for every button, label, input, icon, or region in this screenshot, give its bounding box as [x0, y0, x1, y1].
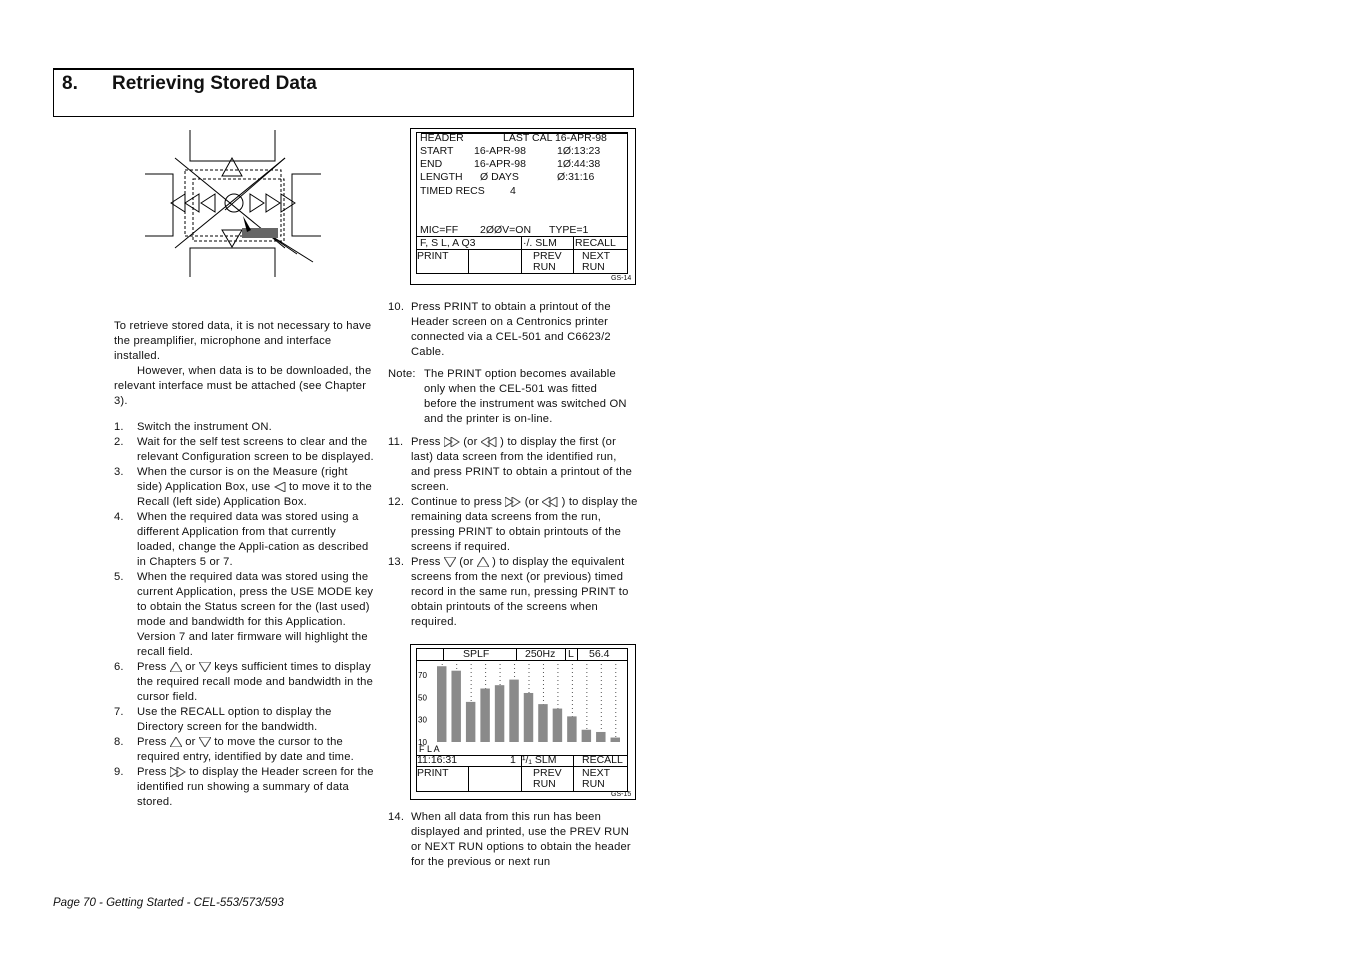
- down-arrow-key-icon: [444, 557, 456, 567]
- spectrum-screen: SPLF 250Hz L 56.4 70 50 30 10 F L A 11:16:31 1 ¹/₁ SLM RECALL PRINT PREV RUN NEXT RUN GS-15: [410, 644, 636, 800]
- screen-title: HEADER: [420, 132, 464, 144]
- y-tick-label: 10: [418, 738, 427, 747]
- left-arrow-key-icon: [274, 482, 286, 492]
- spectrum-bar: [524, 693, 533, 742]
- spectrum-bar: [567, 716, 576, 742]
- double-left-key-icon: [542, 497, 558, 507]
- double-right-key-icon: [170, 767, 186, 777]
- note: Note: The PRINT option becomes available only when the CEL-501 was fitted before the instrument was switched ON and the printer is on-line.: [388, 368, 627, 425]
- spectrum-bar: [480, 689, 489, 742]
- intro-paragraph: [114, 319, 374, 409]
- spectrum-bar: [451, 671, 460, 742]
- spectrum-chart: [417, 662, 627, 754]
- weighting-label: F L A: [419, 744, 440, 754]
- spectrum-bar: [596, 732, 605, 742]
- double-left-key-icon: [481, 437, 497, 447]
- double-right-key-icon: [444, 437, 460, 447]
- figure-label: GS-14: [611, 275, 632, 282]
- page-footer: Page 70 - Getting Started - CEL-553/573/593: [53, 897, 284, 909]
- list-item: 6. Press or keys sufficient times to display the required recall mode and bandwidth in the cursor field.: [114, 661, 374, 703]
- prev-run-softkey: PREV RUN: [533, 767, 562, 790]
- double-right-key-icon: [505, 497, 521, 507]
- steps-left-list: [114, 420, 374, 810]
- keypad-diagram: [145, 130, 325, 278]
- list-item: 4. When the required data was stored using a different Application from that currently loaded, change the Appli-cation as described in Chapters 5 or 7.: [114, 511, 369, 568]
- down-arrow-key-icon: [199, 662, 211, 672]
- list-item: 1. Switch the instrument ON.: [114, 421, 272, 433]
- list-item: 8. Press or to move the cursor to the required entry, identified by date and time.: [114, 736, 354, 763]
- figure-label: GS-15: [611, 791, 632, 798]
- y-tick-label: 70: [418, 671, 427, 681]
- list-item: 13. Press (or ) to display the equivalent screens from the next (or previous) timed record in the same run, pressing PRINT to obtain printouts of the screens when required.: [388, 556, 629, 628]
- intro-text-2: However, when data is to be downloaded, the relevant interface must be attached (see Chapter 3).: [114, 365, 372, 407]
- header-screen: HEADER LAST CAL 16-APR-98 START 16-APR-98 1Ø:13:23 END 16-APR-98 1Ø:44:38 LENGTH Ø DAYS Ø:31:16 TIMED RECS 4 MIC=FF 2ØØV=ON TYPE=1 F, S L, A Q3 ·/. SLM RECALL PRINT PREV RUN NEXT RUN GS-14: [410, 128, 636, 285]
- y-tick-label: 50: [418, 693, 427, 703]
- list-item: 2. Wait for the self test screens to clear and the relevant Configuration screen to be displayed.: [114, 436, 374, 463]
- up-arrow-key-icon: [477, 557, 489, 567]
- list-item: 7. Use the RECALL option to display the Directory screen for the bandwidth.: [114, 706, 332, 733]
- up-arrow-key-icon: [170, 662, 182, 672]
- next-run-softkey: NEXT RUN: [582, 250, 611, 273]
- spectrum-bar: [509, 680, 518, 742]
- down-arrow-key-icon: [199, 737, 211, 747]
- list-item: 10. Press PRINT to obtain a printout of the Header screen on a Centronics printer connected via a CEL-501 and C6623/2 Cable.: [388, 301, 611, 358]
- up-arrow-key-icon: [170, 737, 182, 747]
- list-item: 3. When the cursor is on the Measure (right side) Application Box, use to move it to the Recall (left side) Application Box.: [114, 466, 372, 508]
- spectrum-bar: [611, 738, 620, 742]
- list-item: 9. Press to display the Header screen for the identified run showing a summary of data stored.: [114, 766, 374, 808]
- section-number: 8.: [62, 73, 78, 94]
- section-title: Retrieving Stored Data: [112, 73, 317, 94]
- intro-text-1: To retrieve stored data, it is not necessary to have the preamplifier, microphone and interface installed.: [114, 320, 372, 362]
- list-item: 12. Continue to press (or ) to display the remaining data screens from the run, pressing PRINT to obtain printouts of the screens if required.: [388, 496, 638, 553]
- print-softkey: PRINT: [417, 767, 449, 779]
- spectrum-bar: [553, 709, 562, 742]
- spectrum-bar: [495, 685, 504, 742]
- steps-right-list-a: [388, 300, 638, 360]
- spectrum-bar: [437, 666, 446, 742]
- list-item: 11. Press (or ) to display the first (or last) data screen from the identified run, and press PRINT to obtain a printout of the screen.: [388, 436, 633, 493]
- list-item: 14. When all data from this run has been displayed and printed, use the PREV RUN or NEXT RUN options to obtain the header for the previous or next run: [388, 811, 631, 868]
- steps-right-list-b: [388, 435, 638, 630]
- steps-right-list-c: [388, 810, 638, 870]
- last-cal: LAST CAL 16-APR-98: [503, 132, 607, 144]
- print-softkey: PRINT: [417, 250, 449, 262]
- spectrum-bar: [582, 730, 591, 742]
- next-run-softkey: NEXT RUN: [582, 767, 611, 790]
- prev-run-softkey: PREV RUN: [533, 250, 562, 273]
- spectrum-bar: [466, 702, 475, 742]
- list-item: 5. When the required data was stored using the current Application, press the USE MODE key to obtain the Status screen for the (last used) mode and bandwidth for this Application. Version 7 and later firmware will highlight the recall field.: [114, 571, 374, 658]
- spectrum-bar: [538, 704, 547, 742]
- y-tick-label: 30: [418, 715, 427, 725]
